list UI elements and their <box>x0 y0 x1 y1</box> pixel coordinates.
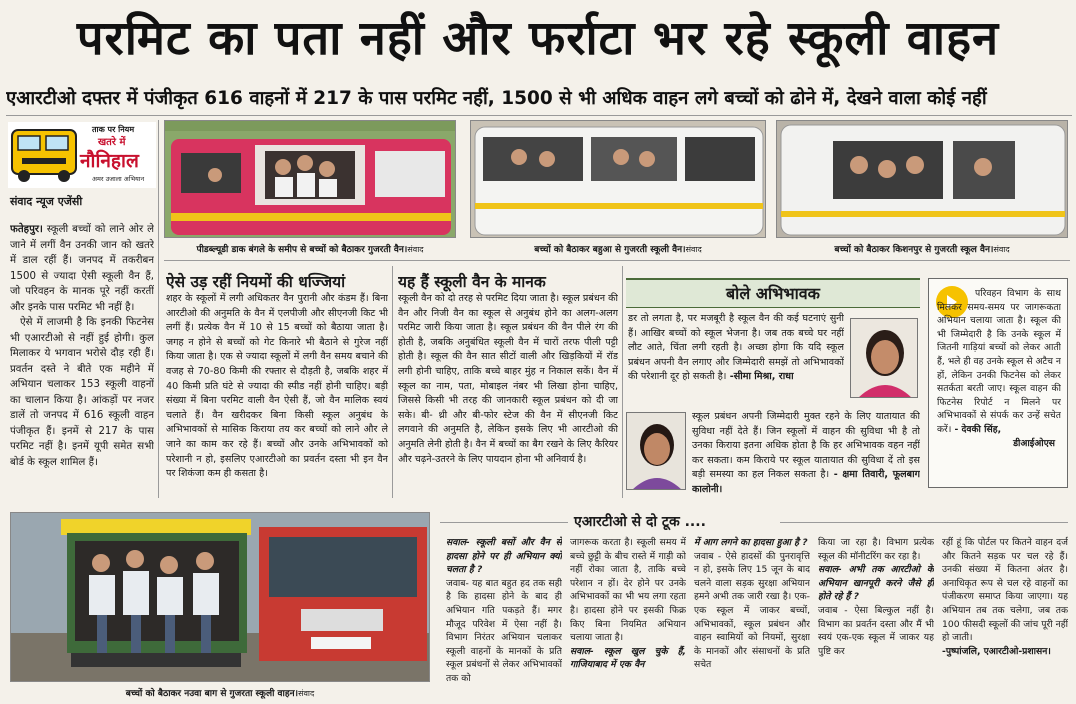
rto-answer-1: जवाब- यह बात बहुत हद तक सही है कि हादसा होने के बाद ही अभियान गति पकड़ते हैं। मगर मौजूद परिवेश में ऐसा नहीं है। विभाग निरंतर अभियान चलाकर स्कूली वाहनों के मानकों के प्रति स्कूल प्रबंधनों से लेकर अभिभावकों तक को <box>446 577 562 684</box>
rto-signature: -पुष्पांजलि, एआरटीओ-प्रशासन। <box>942 645 1051 657</box>
official-statement-text: परिवहन विभाग के साथ मिलकर समय-समय पर जागरूकता अभियान चलाया जाता है। स्कूल की भी जिम्मेदारी है कि उनके स्कूल में जितनी गाड़ियां बच्चों को लेकर आती हैं, भले ही वह उनके स्कूल से अटैच न हों, लेकिन उनकी फिटनेस को लेकर सतर्कता बरती जाए। स्कूल वाहन की फिटनेस रिपोर्ट न मिलने पर अभिभावकों से संपर्क कर उन्हें सचेत करें। - देवकी सिंह, डीआईओएस <box>937 288 1061 449</box>
dateline: फतेहपुर। <box>10 224 43 235</box>
logo-tagline: ताक पर नियम <box>92 125 135 134</box>
parent-quote-2: स्कूल प्रबंधन अपनी जिम्मेदारी मुक्त रहने के लिए यातायात की सुविधा नहीं देते हैं। जिन स्कूलों में वाहन की सुविधा भी है तो उनका किराया इतना अधिक होता है कि हर अभिभावक वहन नहीं कर सकता। कम किराये पर स्कूल यातायात की सुविधा दें तो इस बड़ी समस्या का हल निकल सकता है। - क्षमा तिवारी, फूलबाग कालोनी। <box>692 411 920 495</box>
lead-paragraph <box>10 222 154 315</box>
photo-van-3 <box>776 120 1068 238</box>
official-designation: डीआईओएस <box>1013 437 1055 449</box>
rto-title-rule-left <box>440 522 568 523</box>
column-divider-2 <box>392 266 393 498</box>
section-divider <box>164 260 1070 261</box>
rto-answer-3-cont: रहीं हूं कि पोर्टल पर कितने वाहन दर्ज और कितने सड़क पर चल रहे हैं। उनकी संख्या में कितना अंतर है। अनाधिकृत रूप से चल रहे वाहनों का पंजीकरण समाप्त किया जाएगा। यह अभियान तब तक चलेगा, जब तक 100 फीसदी स्कूलों की जांच पूरी नहीं हो जाती। <box>942 537 1068 644</box>
photo-bottom-caption: बच्चों को बैठाकर नउवा बाग से गुजरता स्कूली वाहन।संवाद <box>125 689 315 699</box>
photo-van-1 <box>164 120 456 238</box>
rto-col-2 <box>570 536 686 700</box>
logo-brand-sub: अमर उजाला अभियान <box>92 175 145 183</box>
rto-col-1 <box>446 536 562 700</box>
rto-col-5 <box>942 536 1068 700</box>
rto-answer-3: जवाब - ऐसा बिल्कुल नहीं है। विभाग का प्रवर्तन दस्ता और मैं भी स्वयं एक-एक स्कूल में जाकर यह पुष्टि कर <box>818 604 934 657</box>
logo-brand: नौनिहाल <box>80 150 139 172</box>
avatar-parent-1 <box>850 318 918 398</box>
rto-section-title: एआरटीओ से दो टूक .... <box>574 514 706 530</box>
rto-question-3: सवाल- अभी तक आरटीओ के अभियान खानपूरी करने जैसे ही होते रहे हैं ? <box>818 564 934 603</box>
column-divider <box>158 120 159 498</box>
photo-van-2 <box>470 120 766 238</box>
photo-caption-1: पीडब्ल्यूडी डाक बंगले के समीप से बच्चों को बैठाकर गुजरती वैन।संवाद <box>196 245 424 255</box>
official-name: - देवकी सिंह, <box>951 423 1002 435</box>
photo-caption-2: बच्चों को बैठाकर बहुआ से गुजरती स्कूली वैन।संवाद <box>534 245 702 255</box>
photo-caption-3: बच्चों को बैठाकर किशनपुर से गुजरती स्कूल वैन।संवाद <box>834 245 1010 255</box>
byline: संवाद न्यूज एजेंसी <box>10 195 83 208</box>
campaign-logo <box>8 122 156 188</box>
rto-answer-2-cont: किया जा रहा है। विभाग प्रत्येक स्कूल की मॉनीटरिंग कर रहा है। <box>818 537 934 562</box>
crowded-school-vehicle-image <box>11 513 430 682</box>
parent-name-1: -सीमा मिश्रा, राधा <box>726 371 794 383</box>
avatar-parent-2 <box>626 412 686 490</box>
rto-col-3 <box>694 536 810 700</box>
second-paragraph: ऐसे में लाजमी है कि इनकी फिटनेस भी एआरटीओ से नहीं हुई होगी। कुल मिलाकर ये भगवान भरोसे दौड़ रही हैं। प्रवर्तन दस्ते ने बीते एक महीने में अभियान चलाकर 153 स्कूली वाहनों का चालान किया है। आंकड़ों पर नजर डालें तो जनपद में 616 स्कूली वाहन पंजीकृत हैं। इनमें से 217 के पास परमिट नहीं है। इनमें यूपी समेत सभी बोर्ड के स्कूल शामिल हैं। <box>10 317 154 468</box>
headline: परमिट का पता नहीं और फर्राटा भर रहे स्कूली वाहन <box>76 11 1000 66</box>
white-van-image-2 <box>777 121 1068 238</box>
parent-name-2: - क्षमा तिवारी, फूलबाग कालोनी। <box>692 469 920 495</box>
pink-van-image <box>165 121 456 238</box>
rto-question-2-cont: में आग लगने का हादसा हुआ है ? <box>694 537 808 548</box>
left-column-text <box>10 222 154 500</box>
article-standards-body: स्कूली वैन को दो तरह से परमिट दिया जाता है। स्कूल प्रबंधन की वैन और निजी वैन का स्कूल से अनुबंध होने का अलग-अलग परमिट जारी किया जाता है। स्कूल प्रबंधन की वैन पीले रंग की होती है, जबकि अनुबंधित स्कूली वैन में चारों तरफ पीली पट्टी होती है। स्कूल की वैन सात सीटों वाली और खिड़कियों में रॉड लगी होनी चाहिए, ताकि बच्चे बाहर मुंह न निकाल सकें। वैन में स्कूल का नाम, पता, मोबाइल नंबर भी लिखा होना चाहिए, जिससे किसी भी तरह की जानकारी स्कूल प्रबंधन को दी जा सके। बी- थ्री और बी-फोर स्टेज की वैन में सीएनजी किट लगवाने की अनुमति है, लेकिन इसके लिए भी आरटीओ की अनुमति लेनी होती है। वैन में बच्चों का बैग रखने के लिए कैरियर और चढ़ने-उतरने के लिए पायदान होना भी अनिवार्य है। <box>398 293 618 465</box>
subheadline: एआरटीओ दफ्तर में पंजीकृत 616 वाहनों में 217 के पास परमिट नहीं, 1500 से भी अधिक वाहन लगे बच्चों को ढोने में, देखने वाला कोई नहीं <box>6 82 1072 116</box>
photo-bottom <box>10 512 430 682</box>
article-rules-body: शहर के स्कूलों में लगी अधिकतर वैन पुरानी और कंडम हैं। बिना आरटीओ की अनुमति के वैन में एलपीजी और सीएनजी किट भी लगीं हैं। प्रत्येक वैन में 10 से 15 बच्चों को बैठाया जाता है। जगह न होने से बच्चों को गेट किनारे भी बैठाने से गुरेज नहीं किया जाता है। एक से ज्यादा स्कूलों में लगी वैन समय बचाने की वजह से 70-80 किमी की रफ्तार से दौड़ती है, जबकि शहर में 40 किमी प्रति घंटे से ज्यादा की स्पीड नहीं होनी चाहिए। बड़ी संख्या में बिना परमिट वाली वैन ऐसी हैं, जो वैन मालिक स्वयं चलाते हैं। वैन खरीदकर बिना किसी स्कूल अनुबंध के अभिभावकों से मासिक किराया तय कर बच्चों को लाने और ले जाने का काम कर रहे हैं। बच्चों और उनके अभिभावकों को परेशानी न हो, इसलिए एआरटीओ का प्रवर्तन दस्ता भी इन वैन पर शिकंजा कम ही कसता है। <box>166 293 388 480</box>
lead-text: स्कूली बच्चों को लाने ओर ले जाने में लगीं वैन उनकी जान को खतरे में डाल रहीं हैं। जनपद में तकरीबन 1500 से ज्यादा ऐसी स्कूली वैन हैं, जो परिवहन के मानक पूरे नहीं करतीं और इनके पास परमिट भी नहीं है। <box>10 224 154 313</box>
woman-portrait-icon-2 <box>627 413 686 490</box>
rto-question-1: सवाल- स्कूली बसों और वैन से हादसा होने पर ही अभियान क्यों चलता है ? <box>446 537 562 576</box>
article-rules-title: ऐसे उड़ रहीं नियमों की धज्जियां <box>166 273 346 291</box>
rto-title-rule-right <box>780 522 1068 523</box>
woman-portrait-icon <box>851 319 918 398</box>
logo-tagline-red: खतरे में <box>98 137 126 148</box>
rto-answer-1-cont: जागरूक करता है। स्कूली समय में बच्चे छुट्टी के बीच रास्ते में गाड़ी को नहीं रोका जाता है, ताकि बच्चे परेशान न हों। देर होने पर उनके अभिभावकों का भी भय लगा रहता है। हादसा होने पर इसकी फिक्र किए बिना नियमित अभियान चलाया जाता है। <box>570 537 686 644</box>
article-standards-title: यह हैं स्कूली वैन के मानक <box>398 273 546 291</box>
rto-col-4 <box>818 536 934 700</box>
rto-question-2: सवाल- स्कूल खुल चुके हैं, गाजियाबाद में एक वैन <box>570 645 686 671</box>
parent-quote-1: डर तो लगता है, पर मजबूरी है स्कूल वैन की कई घटनाएं सुनी हैं। आखिर बच्चों को स्कूल भेजना है। जब तक बच्चे घर नहीं लौट आते, चिंता लगी रहती है। अच्छा होगा कि यदि स्कूल प्रबंधन अपनी वैन लगाए और जिम्मेदारी समझें तो अभिभावकों की परेशानी दूर हो सकती है। -सीमा मिश्रा, राधा <box>628 313 844 383</box>
parents-section-title: बोले अभिभावक <box>626 278 920 308</box>
rto-answer-2: जवाब - ऐसे हादसों की पुनरावृत्ति न हो, इसके लिए 15 जून के बाद चलने वाला सड़क सुरक्षा अभियान हमने अभी तक जारी रखा है। एक-एक स्कूल में जाकर बच्चों, अभिभावकों, स्कूल प्रबंधन और वाहन स्वामियों को नियमों, सुरक्षा के मानकों और संसाधनों के प्रति सचेत <box>694 550 810 671</box>
white-van-image <box>471 121 766 238</box>
column-divider-3 <box>622 266 623 498</box>
official-statement-box <box>928 278 1068 488</box>
